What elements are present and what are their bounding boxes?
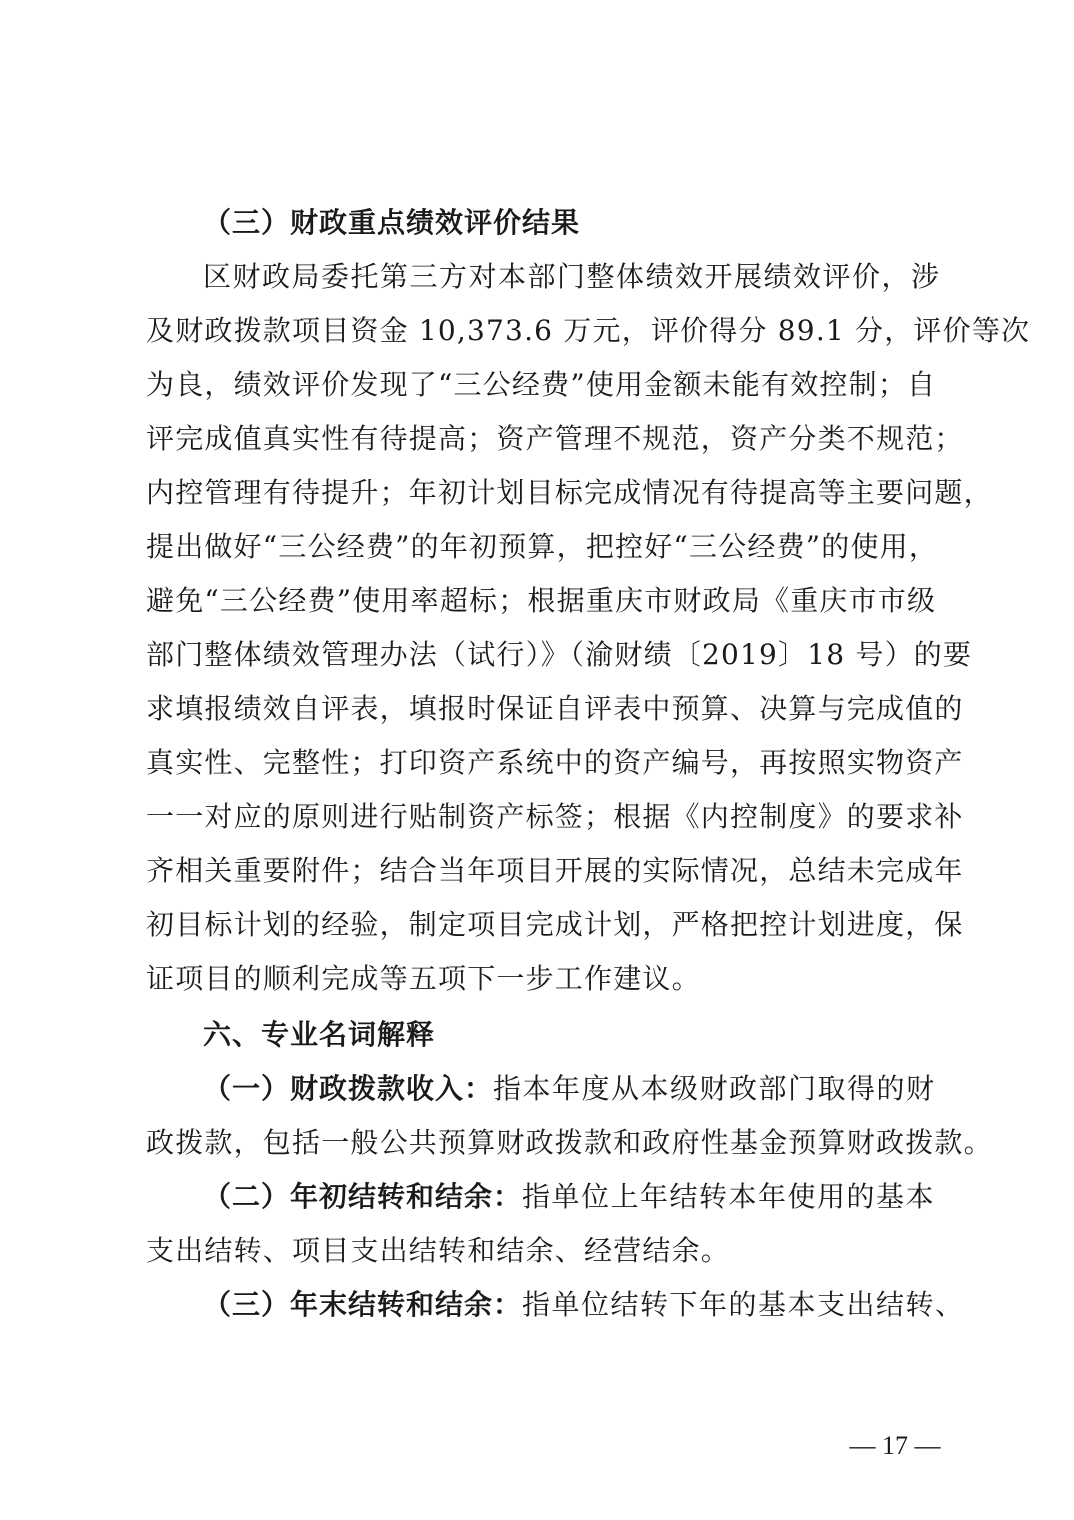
glossary-term: （一）财政拨款收入： [203, 1072, 494, 1105]
glossary-term: （三）年末结转和结余： [203, 1288, 523, 1321]
glossary-definition: 指单位结转下年的基本支出结转、 [522, 1288, 965, 1321]
section-heading-glossary: 六、专业名词解释 [203, 1018, 436, 1051]
paragraph-line: 及财政拨款项目资金 10,373.6 万元，评价得分 89.1 分，评价等次 [146, 314, 1031, 347]
page-number: — 17 — [849, 1431, 941, 1460]
glossary-entry [203, 1069, 948, 1109]
glossary-entry [203, 1177, 948, 1217]
paragraph-line: 一一对应的原则进行贴制资产标签；根据《内控制度》的要求补 [146, 800, 964, 833]
paragraph-line: 初目标计划的经验，制定项目完成计划，严格把控计划进度，保 [146, 908, 964, 941]
glossary-term: （二）年初结转和结余： [203, 1180, 523, 1213]
paragraph-line: 为良，绩效评价发现了“三公经费”使用金额未能有效控制；自 [146, 368, 937, 401]
glossary-entry [203, 1285, 965, 1325]
paragraph-line: 部门整体绩效管理办法（试行）》（渝财绩〔2019〕18 号）的要 [146, 638, 973, 671]
paragraph-line: 区财政局委托第三方对本部门整体绩效开展绩效评价，涉 [203, 260, 941, 293]
glossary-definition: 指本年度从本级财政部门取得的财 [493, 1072, 936, 1105]
paragraph-line: 证项目的顺利完成等五项下一步工作建议。 [146, 962, 701, 995]
paragraph-line: 避免“三公经费”使用率超标；根据重庆市财政局《重庆市市级 [146, 584, 937, 617]
section-heading-performance-results: （三）财政重点绩效评价结果 [203, 206, 581, 239]
paragraph-line: 评完成值真实性有待提高；资产管理不规范，资产分类不规范； [146, 422, 964, 455]
glossary-definition-continuation: 政拨款，包括一般公共预算财政拨款和政府性基金预算财政拨款。 [146, 1126, 993, 1159]
paragraph-line: 求填报绩效自评表，填报时保证自评表中预算、决算与完成值的 [146, 692, 964, 725]
paragraph-line: 齐相关重要附件；结合当年项目开展的实际情况，总结未完成年 [146, 854, 964, 887]
paragraph-line: 提出做好“三公经费”的年初预算，把控好“三公经费”的使用， [146, 530, 939, 563]
paragraph-line: 真实性、完整性；打印资产系统中的资产编号，再按照实物资产 [146, 746, 964, 779]
glossary-definition-continuation: 支出结转、项目支出结转和结余、经营结余。 [146, 1234, 731, 1267]
glossary-definition: 指单位上年结转本年使用的基本 [522, 1180, 936, 1213]
paragraph-line: 内控管理有待提升；年初计划目标完成情况有待提高等主要问题， [146, 476, 993, 509]
